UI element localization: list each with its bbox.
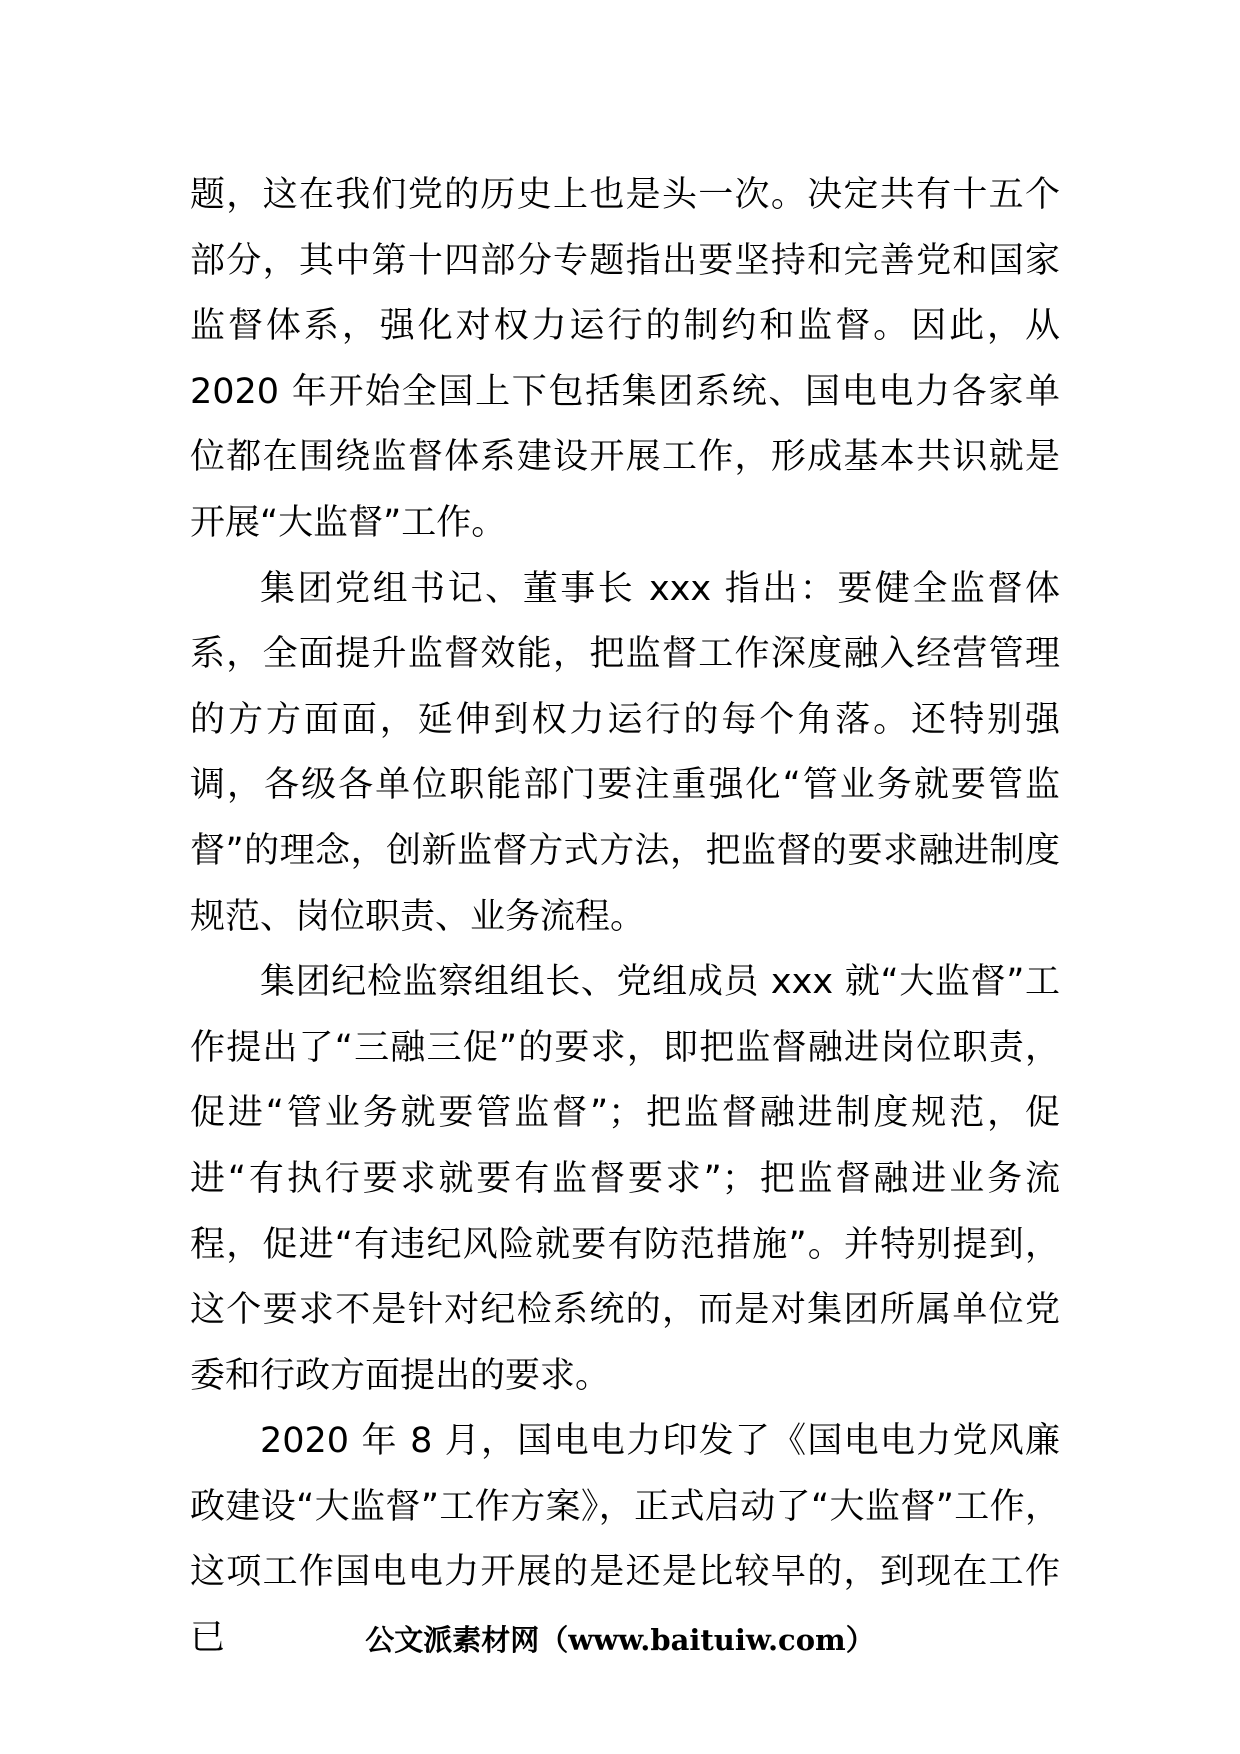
paragraph-1: 题，这在我们党的历史上也是头一次。决定共有十五个部分，其中第十四部分专题指出要坚持和完善党和国家监督体系，强化对权力运行的制约和监督。因此，从 2020 年开始全国上下包括集团系统、国电电力各家单位都在围绕监督体系建设开展工作，形成基本共识就是开展“大监督”工作。 <box>190 175 1060 543</box>
document-body <box>190 163 1060 1672</box>
footer-watermark: 公文派素材网（www.baituiw.com） <box>365 1623 875 1657</box>
paragraph-2: 集团党组书记、董事长 xxx 指出：要健全监督体系，全面提升监督效能，把监督工作深度融入经营管理的方方面面，延伸到权力运行的每个角落。还特别强调，各级各单位职能部门要注重强化“管业务就要管监督”的理念，创新监督方式方法，把监督的要求融进制度规范、岗位职责、业务流程。 <box>190 568 1060 937</box>
paragraph-3: 集团纪检监察组组长、党组成员 xxx 就“大监督”工作提出了“三融三促”的要求，即把监督融进岗位职责，促进“管业务就要管监督”；把监督融进制度规范，促进“有执行要求就要有监督要求”；把监督融进业务流程，促进“有违纪风险就要有防范措施”。并特别提到，这个要求不是针对纪检系统的，而是对集团所属单位党委和行政方面提出的要求。 <box>190 962 1060 1396</box>
paragraph-4: 2020 年 8 月，国电电力印发了《国电电力党风廉政建设“大监督”工作方案》，正式启动了“大监督”工作，这项工作国电电力开展的是还是比较早的，到现在工作已 <box>190 1421 1060 1659</box>
